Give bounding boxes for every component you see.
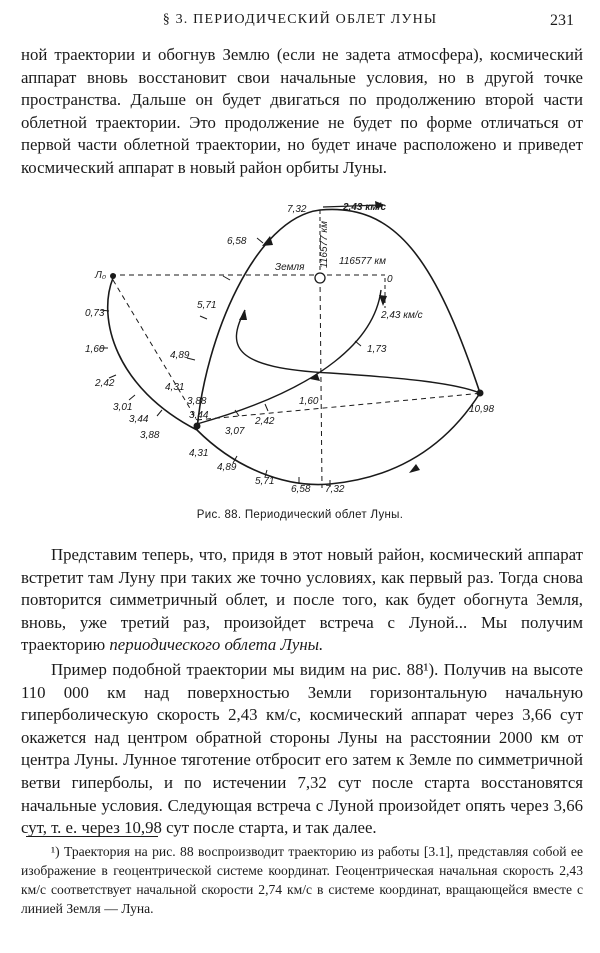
page-header: [0, 10, 600, 34]
point-3-88: [194, 423, 201, 430]
dashed-line-to-10-98: [197, 393, 483, 420]
tick-label-6-58-lower: 6,58: [291, 484, 311, 495]
tick-label-3-07: 3,07: [225, 426, 245, 437]
trajectory-inner-origin: [197, 290, 381, 424]
tick-label-7-32-bottom: 7,32: [325, 484, 345, 495]
label-earth: Земля: [275, 262, 305, 273]
paragraph-2-text: Представим теперь, что, придя в этот новый район, космический аппарат встретит там Луну при таких же точно условиях, как первый раз. Тогда снова повторится симметричный облет, и после того, как будет обогнута Земля, вновь, уже третий раз, произойдет встреча с Луной... Мы получим траекторию: [21, 545, 583, 655]
point-10-98: [477, 390, 484, 397]
tick-label-3-88-inner: 3,88: [187, 396, 207, 407]
paragraph-2: [21, 544, 583, 657]
footnote-rule: [26, 836, 158, 837]
tick-label-4-89-upper: 4,89: [170, 350, 190, 361]
label-distance-vertical: 116577 км: [319, 221, 330, 268]
label-moon: Л₀: [95, 270, 107, 281]
label-distance-horizontal: 116577 км: [339, 256, 386, 267]
moon-marker: [110, 273, 116, 279]
page-number: 231: [550, 12, 574, 29]
tick-label-2-42-inner: 2,42: [255, 416, 275, 427]
arrow-inner-swing: [239, 310, 247, 320]
footnote-text: Траектория на рис. 88 воспроизводит траекторию из работы [3.1], представляя собой ее изображение в геоцентрической системе координат. Геоцентрическая начальная скорость 2,43 км/с соответствует начальной скорости 2,74 км/с в системе координат, вращающейся вместе с линией Земля — Луна.: [21, 844, 583, 916]
arrow-right-velocity: [379, 295, 387, 306]
tick-label-1-73: 1,73: [367, 344, 387, 355]
earth-marker: [315, 273, 325, 283]
footnote: [21, 842, 583, 918]
label-origin: 0: [387, 274, 393, 285]
tick-label-5-71-upper: 5,71: [197, 300, 217, 311]
tick-label-3-44-left: 3,44: [129, 414, 149, 425]
running-title: § 3. ПЕРИОДИЧЕСКИЙ ОБЛЕТ ЛУНЫ: [162, 12, 438, 27]
tick-label-1-60-left: 1,60: [85, 344, 105, 355]
trajectory-lower-arc: [197, 393, 480, 485]
tick-label-0-73: 0,73: [85, 308, 105, 319]
tick-label-5-71-lower: 5,71: [255, 476, 275, 487]
tick-label-1-60-inner: 1,60: [299, 396, 319, 407]
tick-label-7-32-top: 7,32: [287, 204, 307, 215]
paragraph-2-italic: периодического облета Луны.: [109, 635, 324, 655]
tick-label-3-44-inner: 3,44: [189, 410, 209, 421]
tick-label-4-31-upper: 4,31: [165, 382, 185, 393]
paragraph-1: ной траектории и обогнув Землю (если не задета атмосфера), космический аппарат вновь восстановит свои начальные условия, но в другой точке пространства. Дальше он будет двигаться по продолжению второй части облетной траектории. Это продолжение не будет по форме отличаться от первой части облетной траектории, но будет иначе расположено и приведет космический аппарат в новый район орбиты Луны.: [21, 45, 583, 177]
tick-label-2-42-left: 2,42: [95, 378, 115, 389]
tick-label-6-58-upper: 6,58: [227, 236, 247, 247]
tick-label-3-01-left: 3,01: [113, 402, 133, 413]
trajectory-inner-swing: [236, 310, 480, 393]
tick-label-4-89-lower: 4,89: [217, 462, 237, 473]
tick-label-10-98: 10,98: [469, 404, 495, 415]
tick-label-4-31-lower: 4,31: [189, 448, 209, 459]
dashed-line-earth-bottom: [320, 278, 322, 488]
trajectory-figure: [85, 198, 525, 498]
arrow-lower-arc: [409, 464, 420, 473]
label-velocity-right: 2,43 км/с: [381, 310, 423, 321]
label-velocity-top: 2,43 км/с: [343, 202, 387, 213]
tick-label-3-88-left: 3,88: [140, 430, 160, 441]
paragraph-3: Пример подобной траектории мы видим на рис. 88¹). Получив на высоте 110 000 км над поверхностью Земли горизонтальную начальную гиперболическую скорость 2,43 км/с, космический аппарат через 3,66 сут окажется над центром обратной стороны Луны на расстоянии 2000 км от центра Луны. Лунное тяготение отбросит его затем к Земле по симметричной ветви гиперболы, и по истечении 7,32 сут после старта восстановятся начальные условия. Следующая встреча с Луной произойдет опять через 3,66 сут, т. е. через 10,98 сут после старта, и так далее.: [21, 660, 583, 838]
figure-caption: Рис. 88. Периодический облет Луны.: [196, 509, 404, 521]
footnote-marker: ¹): [51, 844, 60, 859]
